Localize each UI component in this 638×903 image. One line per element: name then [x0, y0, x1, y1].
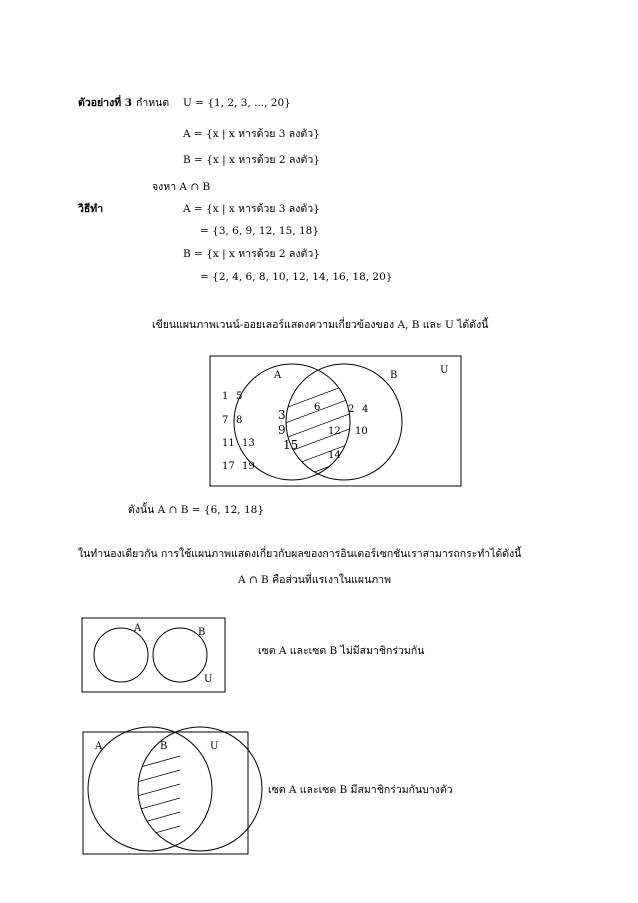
only-b-element: 4	[362, 404, 369, 415]
solution-set-a-definition: A = {x | x หารด้วย 3 ลงตัว}	[183, 203, 320, 215]
intersection-element: 6	[314, 402, 321, 413]
case2-label-b: B	[160, 741, 168, 752]
set-a-definition: A = {x | x หารด้วย 3 ลงตัว}	[183, 128, 320, 140]
given-word: กำหนด	[136, 97, 170, 109]
solution-heading: วิธีทำ	[78, 203, 104, 215]
case1-caption: เซต A และเซต B ไม่มีสมาชิกร่วมกัน	[258, 645, 425, 657]
shaded-note: A ∩ B คือส่วนที่แรเงาในแผนภาพ	[238, 574, 392, 586]
only-b-element: 2	[348, 404, 355, 415]
only-b-element: 10	[355, 426, 368, 437]
outside-element: 19	[242, 461, 255, 472]
venn-intro-text: เขียนแผนภาพเวนน์-ออยเลอร์แสดงความเกี่ยวข้องของ A, B และ U ได้ดังนี้	[152, 319, 489, 331]
outside-element: 5	[236, 391, 243, 402]
main-label-a: A	[274, 370, 282, 381]
general-note: ในทำนองเดียวกัน การใช้แผนภาพแสดงเกี่ยวกับผลของการอินเตอร์เซกชันเราสามารถกระทำได้ดังนี้	[78, 548, 522, 560]
case2-circle-a	[88, 727, 212, 851]
case2-label-u: U	[210, 741, 219, 752]
solution-set-b-definition: B = {x | x หารด้วย 2 ลงตัว}	[183, 248, 320, 260]
set-b-definition: B = {x | x หารด้วย 2 ลงตัว}	[183, 154, 320, 166]
case1-label-u: U	[204, 674, 213, 685]
intersection-element: 14	[328, 450, 341, 461]
outside-element: 13	[242, 438, 255, 449]
main-circle-b	[286, 364, 402, 480]
only-a-element: 3	[278, 408, 286, 422]
case1-label-a: A	[134, 623, 142, 634]
example-heading: ตัวอย่างที่ 3	[78, 97, 133, 109]
outside-element: 8	[236, 415, 243, 426]
intersection-element: 12	[328, 426, 341, 437]
outside-element: 17	[222, 461, 235, 472]
main-label-b: B	[390, 370, 398, 381]
case2-caption: เซต A และเซต B มีสมาชิกร่วมกันบางตัว	[268, 784, 453, 796]
solution-set-b-list: = {2, 4, 6, 8, 10, 12, 14, 16, 18, 20}	[200, 271, 393, 283]
case1-circle-a	[94, 628, 148, 682]
case2-intersection-hatching	[130, 756, 180, 840]
outside-element: 11	[222, 438, 235, 449]
main-label-u: U	[440, 365, 449, 376]
conclusion-text: ดังนั้น A ∩ B = {6, 12, 18}	[128, 504, 264, 516]
case2-label-a: A	[95, 741, 103, 752]
case1-label-b: B	[198, 627, 206, 638]
outside-element: 1	[222, 391, 229, 402]
only-a-element: 15	[283, 438, 299, 452]
solution-set-a-list: = {3, 6, 9, 12, 15, 18}	[200, 225, 319, 237]
find-intersection: จงหา A ∩ B	[152, 181, 211, 193]
universal-set-definition: U = {1, 2, 3, ..., 20}	[183, 97, 291, 109]
outside-element: 7	[222, 415, 229, 426]
only-a-element: 9	[278, 423, 286, 437]
